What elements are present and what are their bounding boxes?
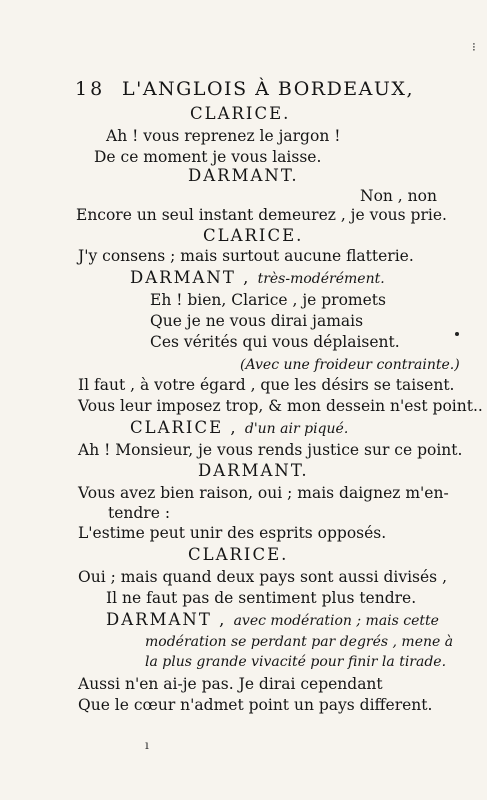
verse-line: Il faut , à votre égard , que les désirs se taisent. bbox=[78, 376, 455, 394]
verse-line: J'y consens ; mais surtout aucune flatterie. bbox=[78, 247, 414, 265]
speaker-name: CLARICE , bbox=[130, 418, 238, 437]
speaker-darmant bbox=[106, 610, 439, 631]
verse-line: Vous avez bien raison, oui ; mais daignez m'en- bbox=[78, 484, 449, 502]
verse-line: De ce moment je vous laisse. bbox=[94, 148, 322, 166]
speaker-clarice bbox=[130, 418, 348, 439]
speaker-name: DARMANT , bbox=[130, 268, 251, 287]
verse-line: Non , non bbox=[360, 187, 437, 205]
stage-direction: très-modérément. bbox=[257, 271, 385, 287]
verse-line: Que le cœur n'admet point un pays different. bbox=[78, 696, 433, 714]
verse-line: Il ne faut pas de sentiment plus tendre. bbox=[106, 589, 417, 607]
verse-line: Oui ; mais quand deux pays sont aussi divisés , bbox=[78, 568, 447, 586]
running-title: L'ANGLOIS À BORDEAUX, bbox=[122, 78, 414, 100]
speaker-clarice: CLARICE. bbox=[188, 545, 289, 564]
speaker-clarice: CLARICE. bbox=[190, 104, 291, 123]
verse-line: L'estime peut unir des esprits opposés. bbox=[78, 524, 387, 542]
verse-line: Aussi n'en ai-je pas. Je dirai cependant bbox=[78, 675, 383, 693]
verse-line: Ah ! Monsieur, je vous rends justice sur ce point. bbox=[78, 441, 463, 459]
speaker-darmant: DARMANT. bbox=[188, 166, 299, 185]
verse-line: tendre : bbox=[108, 504, 171, 522]
verse-line: Vous leur imposez trop, & mon dessein n'est point.. bbox=[78, 397, 483, 415]
ink-speck bbox=[455, 332, 459, 336]
margin-mark: ⁝ bbox=[472, 40, 476, 54]
margin-mark: ı bbox=[145, 738, 149, 752]
stage-direction: modération se perdant par degrés , mene à bbox=[145, 634, 454, 650]
verse-line: Que je ne vous dirai jamais bbox=[150, 312, 364, 330]
stage-direction: avec modération ; mais cette bbox=[233, 613, 439, 629]
speaker-name: DARMANT , bbox=[106, 610, 227, 629]
speaker-darmant: DARMANT. bbox=[198, 461, 309, 480]
page-number: 18 bbox=[75, 78, 106, 100]
speaker-clarice: CLARICE. bbox=[203, 226, 304, 245]
speaker-darmant bbox=[130, 268, 385, 289]
verse-line: Eh ! bien, Clarice , je promets bbox=[150, 291, 386, 309]
stage-direction: la plus grande vivacité pour finir la tirade. bbox=[145, 654, 447, 670]
verse-line: Ah ! vous reprenez le jargon ! bbox=[106, 127, 341, 145]
verse-line: Encore un seul instant demeurez , je vous prie. bbox=[76, 206, 447, 224]
stage-direction: d'un air piqué. bbox=[244, 421, 349, 437]
stage-direction: (Avec une froideur contrainte.) bbox=[240, 357, 460, 373]
verse-line: Ces vérités qui vous déplaisent. bbox=[150, 333, 400, 351]
